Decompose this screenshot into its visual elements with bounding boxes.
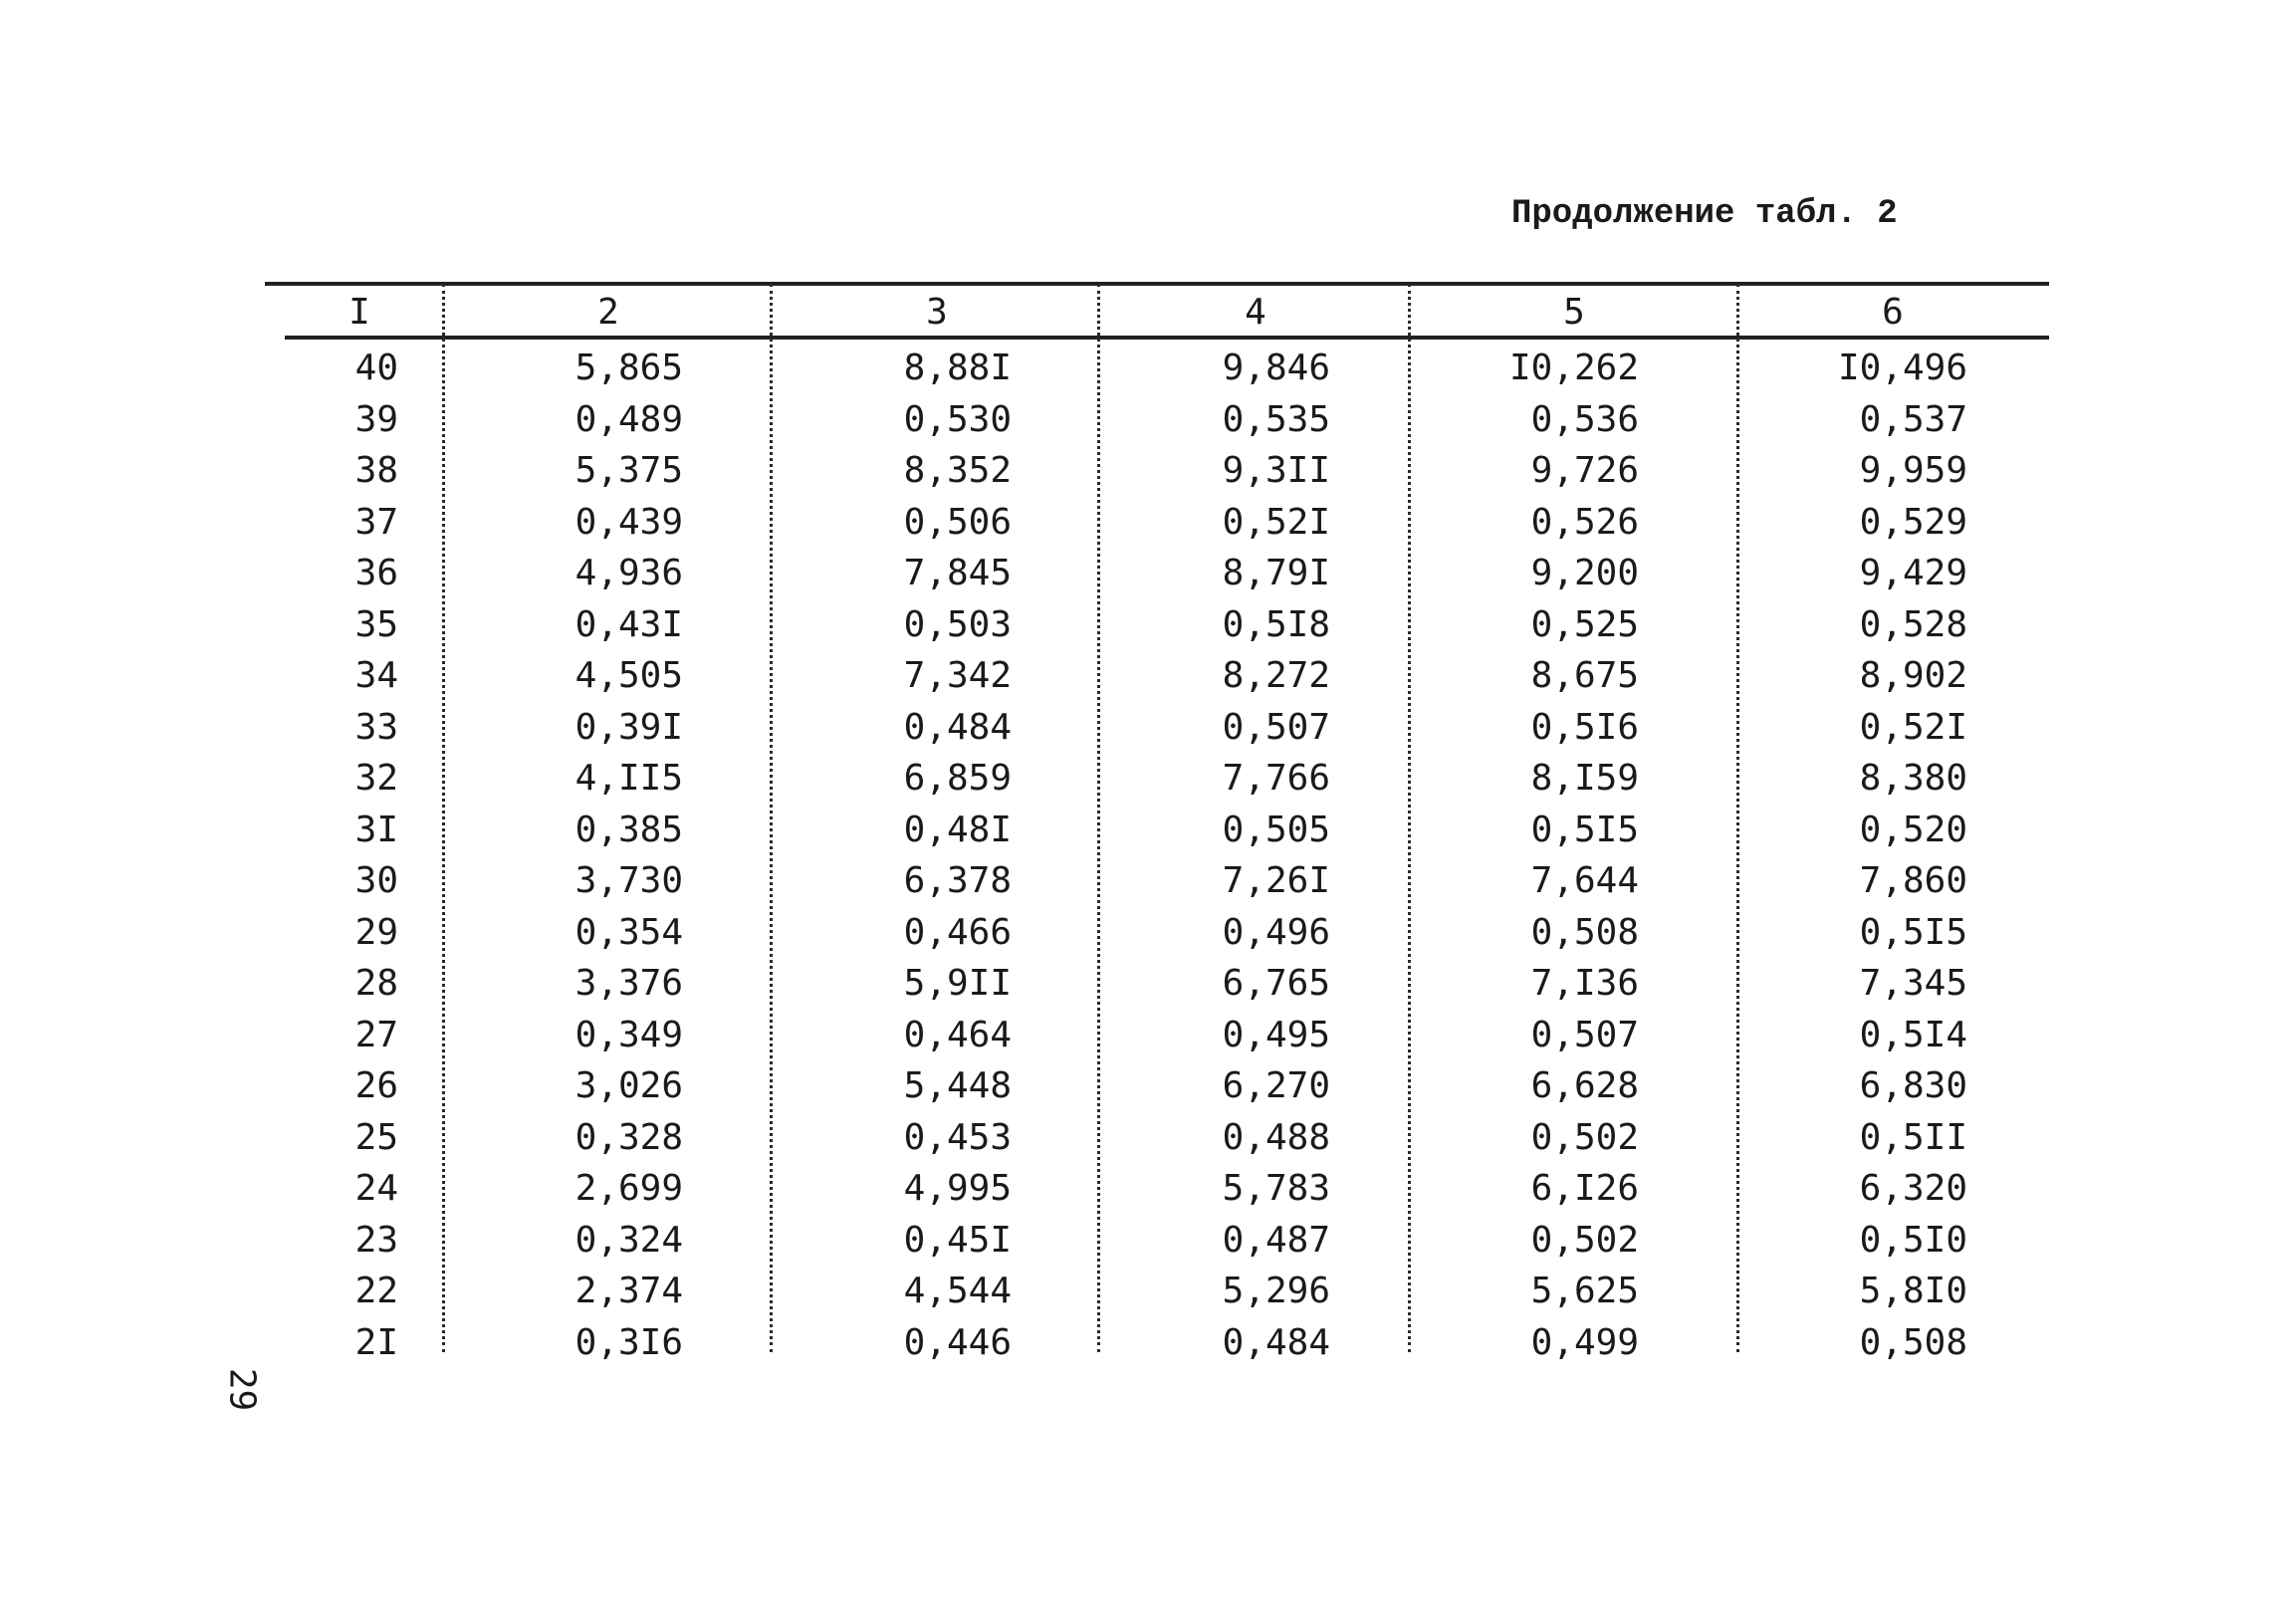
- table-cell: 2,374: [574, 1271, 683, 1311]
- table-row: [265, 1113, 2049, 1163]
- table-row: [265, 1318, 2049, 1368]
- table-cell: 6,I26: [1530, 1168, 1639, 1209]
- table-cell: 0,439: [574, 501, 683, 543]
- table-cell: 0,5I5: [1530, 809, 1639, 850]
- table-cell: 6,765: [1222, 963, 1330, 1004]
- table-cell: 8,272: [1222, 655, 1330, 696]
- row-label-cell: 37: [354, 501, 398, 543]
- table-cell: 0,488: [1222, 1116, 1330, 1158]
- table-cell: 4,II5: [574, 758, 683, 799]
- table-header-row: [265, 288, 2049, 336]
- column-header: 5: [1563, 292, 1585, 333]
- row-label-cell: 35: [354, 603, 398, 645]
- table-cell: 7,345: [1859, 963, 1967, 1004]
- table-row: [265, 395, 2049, 445]
- table-cell: 9,726: [1530, 450, 1639, 491]
- table-cell: 4,995: [903, 1168, 1012, 1209]
- table-cell: 5,865: [574, 348, 683, 388]
- table-row: [265, 1267, 2049, 1316]
- table-cell: 0,508: [1859, 1321, 1967, 1363]
- row-label-cell: 38: [354, 450, 398, 491]
- row-label-cell: 26: [354, 1065, 398, 1106]
- row-label-cell: 30: [354, 860, 398, 901]
- table-cell: 0,525: [1530, 603, 1639, 645]
- table-cell: 6,378: [903, 860, 1012, 901]
- table-cell: 0,324: [574, 1219, 683, 1261]
- table-cell: 3,376: [574, 963, 683, 1004]
- table-cell: 0,499: [1530, 1321, 1639, 1363]
- table-row: [265, 498, 2049, 548]
- table-cell: 0,502: [1530, 1116, 1639, 1158]
- table-cell: 0,508: [1530, 911, 1639, 953]
- table-cell: 5,296: [1222, 1271, 1330, 1311]
- table-cell: I0,262: [1508, 348, 1639, 388]
- table-cell: 7,644: [1530, 860, 1639, 901]
- table-cell: 0,506: [903, 501, 1012, 543]
- table-cell: 5,375: [574, 450, 683, 491]
- table-cell: 0,52I: [1222, 501, 1330, 543]
- table-cell: 6,830: [1859, 1065, 1967, 1106]
- table-cell: 0,52I: [1859, 706, 1967, 748]
- table-cell: 8,902: [1859, 655, 1967, 696]
- table-cell: 7,845: [903, 553, 1012, 593]
- table-cell: 6,859: [903, 758, 1012, 799]
- table-header-rule: [285, 336, 2049, 340]
- column-header: 3: [926, 292, 948, 333]
- table-cell: 0,5I4: [1859, 1014, 1967, 1055]
- table-cell: 0,496: [1222, 911, 1330, 953]
- row-label-cell: 32: [354, 758, 398, 799]
- page-number: 29: [221, 1367, 263, 1412]
- row-label-cell: 33: [354, 706, 398, 748]
- table-cell: 7,766: [1222, 758, 1330, 799]
- table-cell: 6,628: [1530, 1065, 1639, 1106]
- table-cell: 7,26I: [1222, 860, 1330, 901]
- table-cell: 8,I59: [1530, 758, 1639, 799]
- row-label-cell: 28: [354, 963, 398, 1004]
- row-label-cell: 23: [354, 1219, 398, 1261]
- table-cell: 0,505: [1222, 809, 1330, 850]
- table-cell: 4,505: [574, 655, 683, 696]
- row-label-cell: 25: [354, 1116, 398, 1158]
- table-caption: Продолжение табл. 2: [1511, 195, 1898, 233]
- row-label-cell: 2I: [354, 1321, 398, 1363]
- table-cell: 0,453: [903, 1116, 1012, 1158]
- row-label-cell: 29: [354, 911, 398, 953]
- table-cell: 0,385: [574, 809, 683, 850]
- table-row: [265, 806, 2049, 855]
- table-cell: 8,79I: [1222, 553, 1330, 593]
- table-cell: 9,200: [1530, 553, 1639, 593]
- table-cell: 0,484: [1222, 1321, 1330, 1363]
- column-header: 2: [597, 292, 619, 333]
- table-cell: 2,699: [574, 1168, 683, 1209]
- table-cell: 0,349: [574, 1014, 683, 1055]
- table-cell: 8,380: [1859, 758, 1967, 799]
- table-cell: 0,354: [574, 911, 683, 953]
- table-row: [265, 1061, 2049, 1111]
- row-label-cell: 3I: [354, 809, 398, 850]
- table-cell: 0,526: [1530, 501, 1639, 543]
- table-cell: 0,520: [1859, 809, 1967, 850]
- table-row: [265, 1164, 2049, 1214]
- table-cell: 6,320: [1859, 1168, 1967, 1209]
- table-row: [265, 600, 2049, 650]
- table-cell: 9,846: [1222, 348, 1330, 388]
- table-cell: 0,48I: [903, 809, 1012, 850]
- column-header: 6: [1882, 292, 1904, 333]
- row-label-cell: 36: [354, 553, 398, 593]
- table-cell: 5,625: [1530, 1271, 1639, 1311]
- table-cell: 0,3I6: [574, 1321, 683, 1363]
- table-cell: 0,537: [1859, 398, 1967, 440]
- table-cell: 0,536: [1530, 398, 1639, 440]
- table-cell: 7,342: [903, 655, 1012, 696]
- table-cell: 5,448: [903, 1065, 1012, 1106]
- table-cell: 7,860: [1859, 860, 1967, 901]
- table-cell: I0,496: [1837, 348, 1967, 388]
- table-cell: 0,503: [903, 603, 1012, 645]
- table-cell: 0,502: [1530, 1219, 1639, 1261]
- table-cell: 0,5II: [1859, 1116, 1967, 1158]
- table-cell: 0,466: [903, 911, 1012, 953]
- table-cell: 9,429: [1859, 553, 1967, 593]
- table-cell: 0,507: [1222, 706, 1330, 748]
- table-cell: 0,5I6: [1530, 706, 1639, 748]
- row-label-cell: 40: [354, 348, 398, 388]
- table-cell: 0,43I: [574, 603, 683, 645]
- row-label-cell: 27: [354, 1014, 398, 1055]
- table-cell: 9,3II: [1222, 450, 1330, 491]
- table-row: [265, 1011, 2049, 1060]
- table-cell: 0,487: [1222, 1219, 1330, 1261]
- row-label-cell: 22: [354, 1271, 398, 1311]
- table-row: [265, 651, 2049, 701]
- table-cell: 0,464: [903, 1014, 1012, 1055]
- row-label-cell: 34: [354, 655, 398, 696]
- table-cell: 3,026: [574, 1065, 683, 1106]
- table-cell: 3,730: [574, 860, 683, 901]
- row-label-cell: 24: [354, 1168, 398, 1209]
- table-row: [265, 446, 2049, 496]
- table-row: [265, 959, 2049, 1009]
- table-cell: 0,528: [1859, 603, 1967, 645]
- table-cell: 7,I36: [1530, 963, 1639, 1004]
- column-header: I: [348, 292, 370, 333]
- table-cell: 5,9II: [903, 963, 1012, 1004]
- table-row: [265, 703, 2049, 753]
- table-cell: 4,936: [574, 553, 683, 593]
- table-row: [265, 856, 2049, 906]
- table-cell: 0,530: [903, 398, 1012, 440]
- table-row: [265, 549, 2049, 598]
- table-cell: 0,45I: [903, 1219, 1012, 1261]
- table-cell: 6,270: [1222, 1065, 1330, 1106]
- table-cell: 8,88I: [903, 348, 1012, 388]
- table-cell: 0,39I: [574, 706, 683, 748]
- table-cell: 0,446: [903, 1321, 1012, 1363]
- table-cell: 0,5I5: [1859, 911, 1967, 953]
- table-row: [265, 754, 2049, 804]
- table-row: [265, 344, 2049, 393]
- table-cell: 0,328: [574, 1116, 683, 1158]
- table-cell: 0,529: [1859, 501, 1967, 543]
- table-cell: 0,495: [1222, 1014, 1330, 1055]
- table-cell: 0,5I0: [1859, 1219, 1967, 1261]
- table-cell: 5,8I0: [1859, 1271, 1967, 1311]
- table-top-rule: [265, 282, 2049, 286]
- table-cell: 9,959: [1859, 450, 1967, 491]
- table-cell: 4,544: [903, 1271, 1012, 1311]
- table-cell: 8,352: [903, 450, 1012, 491]
- table-row: [265, 908, 2049, 958]
- table-row: [265, 1216, 2049, 1266]
- table-cell: 5,783: [1222, 1168, 1330, 1209]
- row-label-cell: 39: [354, 398, 398, 440]
- table-cell: 0,535: [1222, 398, 1330, 440]
- column-header: 4: [1245, 292, 1266, 333]
- table-cell: 0,507: [1530, 1014, 1639, 1055]
- table-cell: 8,675: [1530, 655, 1639, 696]
- table-cell: 0,489: [574, 398, 683, 440]
- table-cell: 0,484: [903, 706, 1012, 748]
- table-cell: 0,5I8: [1222, 603, 1330, 645]
